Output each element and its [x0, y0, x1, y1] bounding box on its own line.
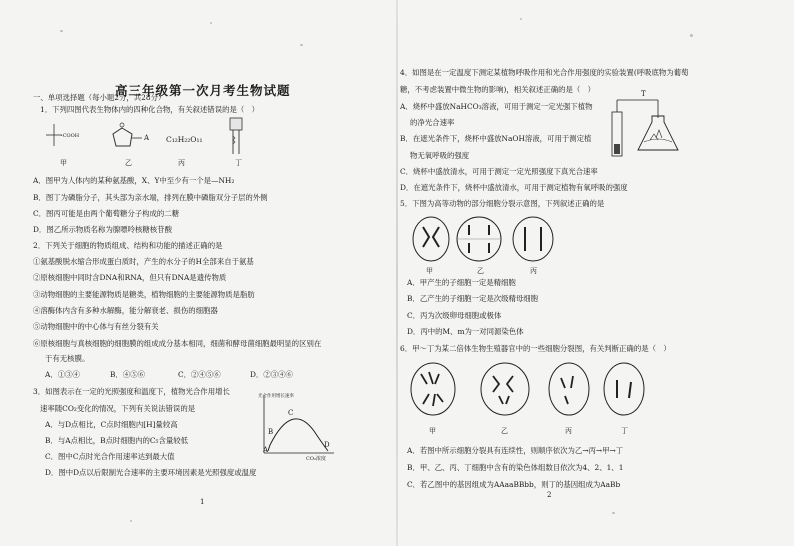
q3-point-a: A: [263, 446, 269, 454]
q3-point-b: B: [268, 428, 274, 436]
q3-point-d: D: [324, 441, 330, 449]
q4-option-b-cont: 物无氧呼吸的强度: [410, 151, 470, 160]
formula-cooh: -COOH: [61, 133, 80, 139]
q2-item-3: ③动物细胞的主要能源物质是糖类，植物细胞的主要能源物质是脂肪: [33, 290, 255, 299]
fig-label-jia: 甲: [60, 159, 67, 167]
q3-co2-graph: [262, 393, 342, 459]
q1-option-d: D．图乙所示物质名称为腺嘌呤核糖核苷酸: [33, 225, 172, 234]
page-title: 高三年级第一次月考生物试题: [115, 83, 291, 98]
q1-option-b: B．图丁为磷脂分子，其头部为亲水端，排列在膜中磷脂双分子层的外侧: [33, 193, 268, 202]
section-heading: 一、单项选择题（每小题2分，共28分）: [33, 93, 166, 102]
q6-option-a: A．若图中所示细胞分裂具有连续性，则顺序依次为乙→丙→甲→丁: [407, 446, 624, 455]
q4-stem-line2: 糖，不考虑装置中微生物的影响)，相关叙述正确的是（ ）: [400, 85, 596, 94]
q3-graph-ylabel: 光合作用增长速率: [258, 394, 294, 399]
q4-option-b: B．在遮光条件下，烧杯中盛放NaOH溶液，可用于测定植: [400, 134, 592, 143]
q4-option-d: D．在遮光条件下，烧杯中盛放清水，可用于测定植物有氧呼吸的强度: [400, 183, 628, 192]
q1-option-a: A．图甲为人体内的某种氨基酸，X、Y中至少有一个是—NH₂: [33, 176, 235, 185]
q2-answer-d: D．②③④⑥: [250, 370, 293, 379]
q2-item-6-cont: 于有无核膜。: [45, 354, 90, 363]
q3-option-c: C．图中C点时光合作用速率达到最大值: [45, 452, 175, 461]
q5-fig-label-bing: 丙: [530, 267, 537, 275]
fig-label-ding: 丁: [235, 159, 242, 167]
ring-structure-figure: [108, 122, 158, 156]
q3-graph-xlabel: CO₂浓度: [306, 456, 326, 462]
q3-option-a: A．与D点相比，C点时细胞内[H]量较高: [45, 420, 178, 429]
q4-option-a: A．烧杯中盛放NaHCO₃溶液，可用于测定一定光强下植物: [400, 102, 593, 111]
q4-stem-line1: 4．如图是在一定温度下测定某植物呼吸作用和光合作用强度的实验装置(呼吸底物为葡萄: [400, 68, 689, 77]
q6-cell-division-figure: [409, 360, 649, 418]
q3-point-c: C: [288, 409, 294, 417]
page-number-right: 2: [547, 491, 552, 499]
q2-item-6: ⑥原核细胞与真核细胞的细胞膜的组成成分基本相同，细菌和酵母菌细胞最明显的区别在: [33, 339, 322, 348]
q6-fig-label-yi: 乙: [501, 427, 508, 435]
q5-option-b: B．乙产生的子细胞一定是次级精母细胞: [407, 294, 539, 303]
q1-option-c: C．图丙可能是由两个葡萄糖分子构成的二糖: [33, 209, 180, 218]
q2-item-2: ②原核细胞中同时含DNA和RNA，但只有DNA是遗传物质: [33, 273, 227, 282]
q4-option-c: C．烧杯中盛放清水，可用于测定一定光照强度下真光合速率: [400, 167, 598, 176]
q2-item-4: ④溶酶体内含有多种水解酶，能分解衰老、损伤的细胞器: [33, 306, 218, 315]
q2-answer-b: B．④⑤⑥: [110, 370, 145, 379]
q2-answer-c: C．②④⑤⑥: [178, 370, 221, 379]
q6-fig-label-bing: 丙: [565, 427, 572, 435]
fig-label-bing: 丙: [178, 159, 185, 167]
q4-apparatus-label: T: [641, 90, 646, 98]
formula-c12: C₁₂H₂₂O₁₁: [166, 135, 203, 144]
q5-option-d: D．丙中的M、m为一对同源染色体: [407, 327, 524, 336]
q4-apparatus-figure: [610, 92, 700, 164]
q2-answer-a: A．①③④: [45, 370, 80, 379]
q6-stem: 6．甲～丁为某二倍体生物生殖器官中的一些细胞分裂图，有关判断正确的是（ ）: [400, 344, 671, 353]
right-page: [397, 0, 794, 546]
q6-fig-label-ding: 丁: [621, 427, 628, 435]
q5-fig-label-jia: 甲: [426, 267, 433, 275]
q3-option-b: B．与A点相比，B点时细胞内的C₅含量较低: [45, 436, 189, 445]
q1-stem: 1．下列四图代表生物体内的四种化合物，有关叙述错误的是（ ）: [40, 105, 260, 114]
q6-fig-label-jia: 甲: [429, 427, 436, 435]
q5-fig-label-yi: 乙: [477, 267, 484, 275]
phospholipid-figure: [226, 116, 248, 160]
q6-option-c: C．若乙图中的基因组成为AAaaBBbb，则丁的基因组成为AaBb: [407, 480, 621, 489]
q3-stem-line2: 速率随CO₂变化的情况，下列有关说法错误的是: [40, 404, 196, 413]
q2-item-1: ①氨基酸脱水缩合形成蛋白质时，产生的水分子的H全部来自于氨基: [33, 257, 254, 266]
q5-option-a: A．甲产生的子细胞一定是精细胞: [407, 278, 516, 287]
q3-stem-line1: 3．如图表示在一定的光照强度和温度下，植物光合作用增长: [33, 387, 230, 396]
q2-item-5: ⑤动物细胞中的中心体与有丝分裂有关: [33, 322, 159, 331]
formula-label-a: A: [144, 134, 150, 142]
q5-option-c: C．丙为次级卵母细胞或极体: [407, 311, 502, 320]
page-number-left: 1: [200, 498, 205, 506]
fig-label-yi: 乙: [125, 159, 132, 167]
q2-stem: 2．下列关于细胞的物质组成、结构和功能的描述正确的是: [33, 241, 223, 250]
q5-stem: 5．下图为高等动物的部分细胞分裂示意图，下列叙述正确的是: [400, 199, 605, 208]
q6-option-b: B．甲、乙、丙、丁细胞中含有的染色体组数目依次为4、2、1、1: [407, 463, 624, 472]
q3-option-d: D．图中D点以后限制光合速率的主要环境因素是光照强度或温度: [45, 468, 257, 477]
q5-cell-division-figure: [409, 213, 569, 265]
q4-option-a-cont: 的净光合速率: [410, 118, 455, 127]
